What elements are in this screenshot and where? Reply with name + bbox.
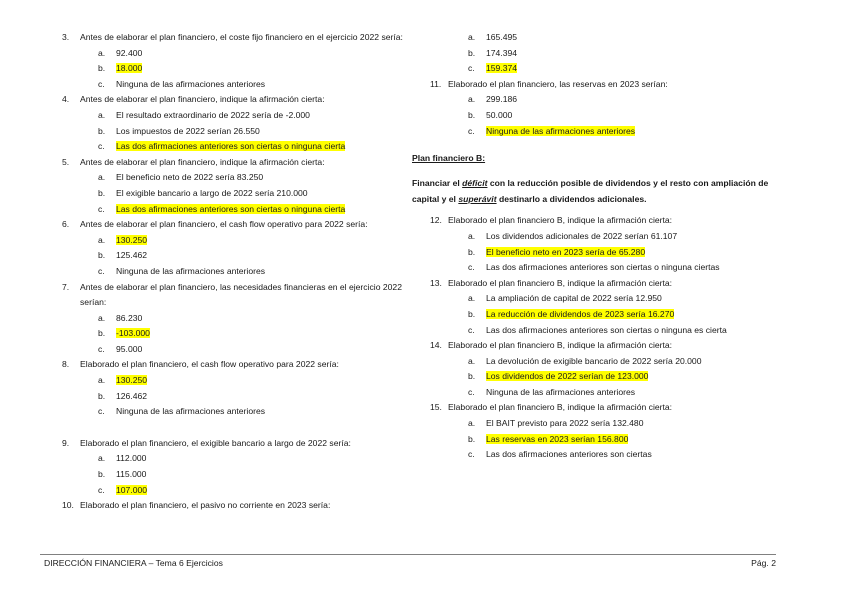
option-text: [116, 467, 407, 483]
intro-text-1: Financiar el: [412, 178, 463, 189]
option-letter: a.: [468, 32, 476, 42]
intro-superavit: superávit: [458, 193, 497, 204]
option-text: [486, 30, 782, 46]
plan-b-questions: [412, 213, 782, 463]
option-label: 112.000: [116, 453, 147, 464]
option-row: [98, 389, 407, 405]
option-text: [116, 77, 407, 93]
option-label: Los impuestos de 2022 serían 26.550: [116, 125, 260, 136]
option-letter: a.: [98, 109, 106, 120]
option-text: [116, 326, 407, 342]
option-row: [98, 483, 407, 499]
option-row: [98, 326, 407, 342]
question-number: 12.: [430, 215, 442, 226]
intro-text-3: destinarlo a dividendos adicionales.: [496, 193, 647, 204]
option-text: [116, 311, 407, 327]
option-letter: b.: [468, 47, 476, 58]
option-row: [98, 186, 407, 202]
question-item: [412, 338, 782, 400]
option-label: Los dividendos adicionales de 2022 serían 61.107: [486, 230, 678, 241]
option-label: La devolución de exigible bancario de 2022 sería 20.000: [486, 355, 702, 366]
highlighted-answer: Las reservas en 2023 serían 156.800: [486, 433, 629, 444]
option-row: [98, 451, 407, 467]
option-text: [486, 354, 782, 370]
option-letter: b.: [98, 63, 106, 74]
question-text: Elaborado el plan financiero B, indique la afirmación cierta:: [448, 215, 673, 226]
option-letter: c.: [468, 449, 475, 460]
option-label: Ninguna de las afirmaciones anteriores: [486, 386, 636, 397]
option-text: [116, 233, 407, 249]
option-text: [486, 323, 782, 339]
option-letter: a.: [468, 293, 476, 304]
option-label: 50.000: [486, 109, 513, 120]
page-number: Pág. 2: [751, 558, 776, 568]
option-text: [486, 229, 782, 245]
option-label: Ninguna de las afirmaciones anteriores: [116, 406, 266, 417]
option-letter: a.: [98, 375, 106, 386]
option-row: [98, 373, 407, 389]
option-text: [486, 124, 782, 140]
question-11: [412, 77, 782, 139]
question-number: 10.: [62, 500, 74, 511]
option-label: 125.462: [116, 250, 148, 261]
option-letter: a.: [98, 312, 106, 323]
question-row: [430, 77, 782, 93]
option-text: [486, 108, 782, 124]
option-text: [486, 291, 782, 307]
option-label: 115.000: [116, 469, 147, 480]
option-letter: b.: [468, 109, 476, 120]
question-number: 5.: [62, 156, 70, 167]
option-row: [468, 385, 782, 401]
option-text: [116, 202, 407, 218]
question-item: [62, 217, 407, 279]
question-item: [62, 357, 407, 419]
question-row: [62, 30, 407, 46]
option-text: [486, 432, 782, 448]
option-row: [468, 369, 782, 385]
option-letter: b.: [98, 328, 106, 339]
option-row: [468, 260, 782, 276]
option-row: [468, 291, 782, 307]
option-text: [116, 389, 407, 405]
option-row: [468, 124, 782, 140]
question-text: Antes de elaborar el plan financiero, las necesidades financieras en el ejercicio 2022 serían:: [80, 281, 402, 308]
question-number: 6.: [62, 219, 70, 230]
option-text: [486, 61, 782, 77]
left-column: [62, 30, 407, 514]
option-row: [98, 233, 407, 249]
option-row: [98, 77, 407, 93]
option-text: [486, 369, 782, 385]
question-row: [430, 213, 782, 229]
question-options: [62, 233, 407, 280]
highlighted-answer: Las dos afirmaciones anteriores son ciertas o ninguna cierta: [116, 203, 346, 214]
footer-title: DIRECCIÓN FINANCIERA – Tema 6 Ejercicios: [44, 558, 223, 568]
highlighted-answer: 130.250: [116, 375, 148, 386]
question-row: [430, 400, 782, 416]
question-text: Elaborado el plan financiero B, indique la afirmación cierta:: [448, 402, 673, 413]
question-options: [412, 354, 782, 401]
question-item: [62, 155, 407, 217]
question-number: 4.: [62, 94, 70, 105]
option-text: [486, 307, 782, 323]
option-text: [116, 248, 407, 264]
option-row: [468, 61, 782, 77]
intro-deficit: déficit: [462, 178, 488, 189]
question-options: [62, 311, 407, 358]
option-row: [468, 432, 782, 448]
option-row: [98, 108, 407, 124]
option-label: 92.400: [116, 47, 143, 58]
highlighted-answer: -103.000: [116, 328, 150, 339]
question-options: [62, 46, 407, 93]
option-letter: c.: [98, 265, 105, 276]
question-options: [412, 92, 782, 139]
option-label: 86.230: [116, 312, 143, 323]
option-letter: c.: [98, 78, 105, 89]
option-letter: b.: [468, 433, 476, 444]
option-row: [468, 108, 782, 124]
option-letter: b.: [98, 187, 106, 198]
question-row: [62, 436, 407, 452]
question-options: [62, 170, 407, 217]
section-title: [412, 151, 782, 165]
option-row: [98, 264, 407, 280]
option-text: [486, 46, 782, 62]
question-item: [412, 276, 782, 338]
question-text: Elaborado el plan financiero, el pasivo no corriente en 2023 sería:: [80, 500, 331, 511]
question-text: Antes de elaborar el plan financiero, el cash flow operativo para 2022 sería:: [80, 219, 368, 230]
option-letter: b.: [98, 125, 106, 136]
option-text: [116, 483, 407, 499]
option-text: [116, 139, 407, 155]
option-row: [98, 170, 407, 186]
option-letter: a.: [468, 94, 476, 105]
option-row: [98, 46, 407, 62]
question-item: [62, 92, 407, 154]
option-text: [116, 108, 407, 124]
question-text: Antes de elaborar el plan financiero, indique la afirmación cierta:: [80, 94, 325, 105]
question-options: [412, 291, 782, 338]
question-text: Elaborado el plan financiero, el exigible bancario a largo de 2022 sería:: [80, 437, 351, 448]
option-letter: b.: [468, 308, 476, 319]
question-row: [62, 217, 407, 233]
option-label: La ampliación de capital de 2022 sería 12.950: [486, 293, 662, 304]
option-label: 174.394: [486, 47, 518, 58]
option-text: [116, 61, 407, 77]
question-item: [62, 30, 407, 92]
option-text: [486, 245, 782, 261]
spacer: [62, 420, 407, 436]
option-row: [468, 92, 782, 108]
question-number: 9.: [62, 437, 70, 448]
option-row: [468, 307, 782, 323]
option-text: [486, 385, 782, 401]
question-number: 8.: [62, 359, 70, 370]
option-row: [468, 46, 782, 62]
highlighted-answer: La reducción de dividendos de 2023 sería 16.270: [486, 308, 675, 319]
option-letter: b.: [468, 246, 476, 257]
option-letter: b.: [98, 390, 106, 401]
question-options: [62, 451, 407, 498]
option-label: El BAIT previsto para 2022 sería 132.480: [486, 418, 644, 429]
right-column: [412, 30, 782, 463]
option-text: [116, 404, 407, 420]
question-number: 7.: [62, 281, 70, 292]
question-item: [62, 436, 407, 498]
option-text: [116, 124, 407, 140]
option-text: [486, 447, 782, 463]
option-letter: c.: [98, 484, 105, 495]
option-letter: c.: [468, 125, 475, 136]
option-letter: a.: [98, 234, 106, 245]
option-letter: c.: [468, 324, 475, 335]
option-letter: a.: [468, 418, 476, 429]
option-letter: a.: [98, 47, 106, 58]
question-item: [412, 77, 782, 139]
question-10-options: [412, 30, 782, 77]
option-row: [98, 248, 407, 264]
footer-rule: [40, 554, 776, 555]
option-row: [468, 30, 782, 46]
question-item: [412, 400, 782, 462]
intro-text-2: con la reducción posible de dividendos y el resto con ampliación de capital y el: [412, 178, 769, 204]
option-label: 299.186: [486, 94, 518, 105]
option-row: [98, 404, 407, 420]
question-options: [62, 373, 407, 420]
option-letter: c.: [468, 386, 475, 397]
option-text: [116, 373, 407, 389]
option-label: 95.000: [116, 343, 143, 354]
question-text: Elaborado el plan financiero, el cash flow operativo para 2022 sería:: [80, 359, 339, 370]
option-letter: a.: [468, 230, 476, 241]
highlighted-answer: Los dividendos de 2022 serían de 123.000: [486, 371, 649, 382]
question-number: 15.: [430, 402, 442, 413]
option-letter: a.: [468, 355, 476, 366]
question-options: [412, 229, 782, 276]
question-text: Elaborado el plan financiero B, indique la afirmación cierta:: [448, 340, 673, 351]
option-text: [486, 92, 782, 108]
question-number: 11.: [430, 78, 442, 89]
highlighted-answer: 18.000: [116, 63, 143, 74]
option-text: [486, 416, 782, 432]
section-title-text: Plan financiero B:: [412, 153, 486, 164]
option-row: [468, 245, 782, 261]
option-row: [98, 139, 407, 155]
option-text: [116, 186, 407, 202]
option-label: Las dos afirmaciones anteriores son ciertas o ninguna ciertas: [486, 262, 720, 273]
option-label: 126.462: [116, 390, 148, 401]
option-row: [98, 61, 407, 77]
highlighted-answer: 130.250: [116, 234, 148, 245]
option-letter: b.: [98, 250, 106, 261]
question-item: [62, 280, 407, 358]
option-label: El resultado extraordinario de 2022 sería de -2.000: [116, 109, 310, 120]
option-row: [468, 354, 782, 370]
question-options: [412, 416, 782, 463]
option-label: Las dos afirmaciones anteriores son ciertas o ninguna es cierta: [486, 324, 727, 335]
option-label: Ninguna de las afirmaciones anteriores: [116, 78, 266, 89]
highlighted-answer: 107.000: [116, 484, 148, 495]
option-row: [98, 311, 407, 327]
option-letter: c.: [98, 203, 105, 214]
question-row: [62, 92, 407, 108]
question-row: [430, 338, 782, 354]
option-letter: a.: [98, 172, 106, 183]
option-row: [98, 202, 407, 218]
option-row: [468, 447, 782, 463]
option-row: [98, 467, 407, 483]
highlighted-answer: Ninguna de las afirmaciones anteriores: [486, 125, 636, 136]
option-text: [116, 46, 407, 62]
option-row: [468, 416, 782, 432]
question-row: [62, 498, 407, 514]
question-text: Elaborado el plan financiero, las reservas en 2023 serían:: [448, 78, 668, 89]
option-text: [116, 264, 407, 280]
option-row: [98, 342, 407, 358]
option-letter: a.: [98, 453, 106, 464]
highlighted-answer: Las dos afirmaciones anteriores son ciertas o ninguna cierta: [116, 141, 346, 152]
option-letter: c.: [98, 406, 105, 417]
option-letter: c.: [98, 141, 105, 152]
option-row: [468, 229, 782, 245]
option-letter: c.: [468, 262, 475, 273]
question-text: Elaborado el plan financiero B, indique la afirmación cierta:: [448, 277, 673, 288]
option-row: [98, 124, 407, 140]
option-letter: b.: [98, 469, 106, 480]
option-letter: c.: [468, 63, 475, 74]
option-text: [116, 451, 407, 467]
question-row: [62, 357, 407, 373]
section-intro: [412, 176, 782, 207]
highlighted-answer: 159.374: [486, 63, 518, 74]
option-label: 165.495: [486, 32, 518, 42]
option-label: Ninguna de las afirmaciones anteriores: [116, 265, 266, 276]
option-label: Las dos afirmaciones anteriores son ciertas: [486, 449, 652, 460]
question-number: 13.: [430, 277, 442, 288]
question-number: 3.: [62, 32, 70, 42]
option-letter: c.: [98, 343, 105, 354]
question-number: 14.: [430, 340, 442, 351]
question-options: [62, 108, 407, 155]
option-label: El exigible bancario a largo de 2022 sería 210.000: [116, 187, 308, 198]
question-item: [412, 213, 782, 275]
question-item: [62, 498, 407, 514]
question-row: [62, 280, 407, 311]
option-letter: b.: [468, 371, 476, 382]
question-row: [62, 155, 407, 171]
option-text: [116, 342, 407, 358]
question-row: [430, 276, 782, 292]
option-text: [116, 170, 407, 186]
option-label: El beneficio neto de 2022 sería 83.250: [116, 172, 264, 183]
question-text: Antes de elaborar el plan financiero, indique la afirmación cierta:: [80, 156, 325, 167]
highlighted-answer: El beneficio neto en 2023 sería de 65.280: [486, 246, 646, 257]
option-text: [486, 260, 782, 276]
option-row: [468, 323, 782, 339]
question-text: Antes de elaborar el plan financiero, el coste fijo financiero en el ejercicio 2022 sería:: [80, 32, 403, 42]
